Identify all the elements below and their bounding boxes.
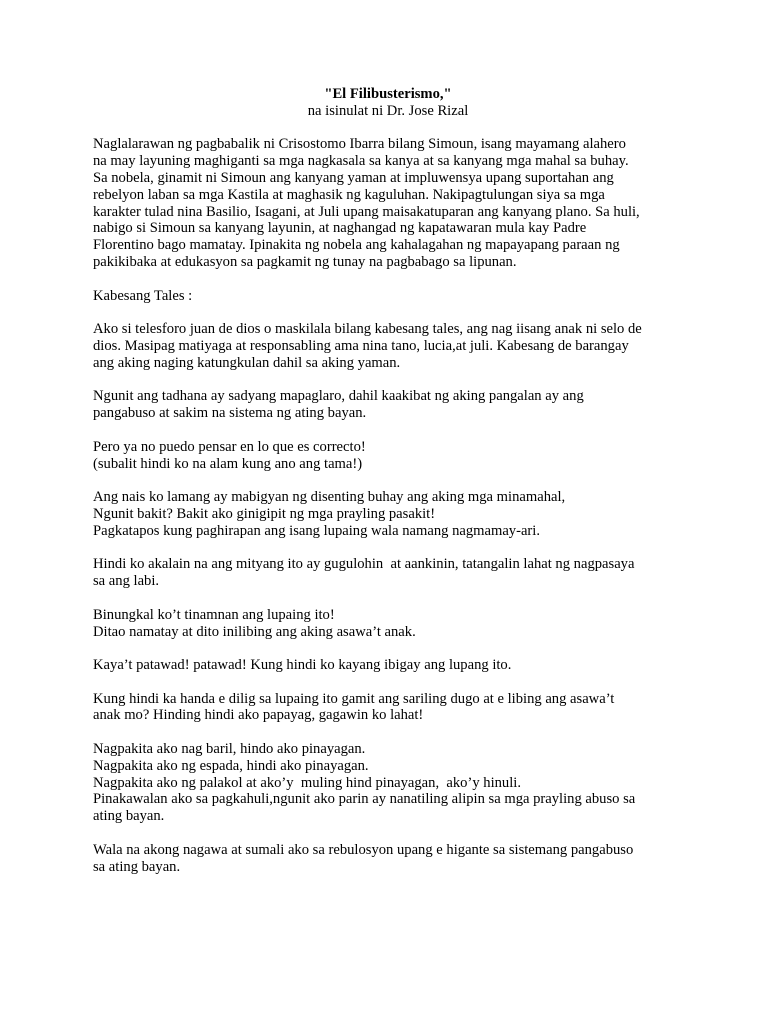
text-line: Ang nais ko lamang ay mabigyan ng disenting buhay ang aking mga minamahal,	[93, 489, 566, 506]
text-line: karakter tulad nina Basilio, Isagani, at Juli upang maisakatuparan ang kanyang plano. Sa huli,	[93, 203, 640, 220]
document-body	[93, 86, 683, 892]
text-line: Binungkal ko’t tinamnan ang lupaing ito!	[93, 606, 335, 623]
paragraph	[93, 607, 683, 641]
text-line: ating bayan.	[93, 808, 165, 825]
text-line: Nagpakita ako ng espada, hindi ako pinayagan.	[93, 757, 369, 774]
text-line: (subalit hindi ko na alam kung ano ang tama!)	[93, 455, 363, 472]
text-line: Kaya’t patawad! patawad! Kung hindi ko kayang ibigay ang lupang ito.	[93, 657, 512, 674]
text-line: Sa nobela, ginamit ni Simoun ang kanyang yaman at impluwensya upang suportahan ang	[93, 169, 614, 186]
text-line: Pinakawalan ako sa pagkahuli,ngunit ako parin ay nanatiling alipin sa mga prayling abuso sa	[93, 791, 636, 808]
document-subtitle: na isinulat ni Dr. Jose Rizal	[307, 102, 469, 119]
text-line: dios. Masipag matiyaga at responsabling ama nina tano, lucia,at juli. Kabesang de barangay	[93, 337, 629, 354]
paragraph	[93, 657, 683, 674]
text-line: Florentino bago mamatay. Ipinakita ng nobela ang kahalagahan ng mapayapang paraan ng	[93, 237, 620, 254]
text-line: nabigo si Simoun sa kanyang layunin, at naghangad ng kapatawaran mula kay Padre	[93, 220, 587, 237]
paragraph	[93, 321, 683, 371]
text-line: Nagpakita ako ng palakol at ako’y muling hind pinayagan, ako’y hinuli.	[93, 774, 521, 791]
paragraph	[93, 556, 683, 590]
text-line: Kung hindi ka handa e dilig sa lupaing ito gamit ang sariling dugo at e libing ang asawa’t	[93, 690, 615, 707]
paragraph	[93, 136, 683, 270]
paragraph	[93, 439, 683, 473]
text-line: Ngunit bakit? Bakit ako ginigipit ng mga prayling pasakit!	[93, 505, 436, 522]
paragraph	[93, 842, 683, 876]
text-line: sa ating bayan.	[93, 858, 181, 875]
paragraph	[93, 489, 683, 539]
text-line: na may layuning maghiganti sa mga nagkasala sa kanya at sa kanyang mga mahal sa buhay.	[93, 153, 629, 170]
paragraph	[93, 388, 683, 422]
text-line: anak mo? Hinding hindi ako papayag, gagawin ko lahat!	[93, 707, 424, 724]
text-line: Naglalarawan ng pagbabalik ni Crisostomo Ibarra bilang Simoun, isang mayamang alahero	[93, 136, 626, 153]
text-line: pangabuso at sakim na sistema ng ating bayan.	[93, 405, 367, 422]
paragraph-list	[93, 136, 683, 875]
text-line: Nagpakita ako nag baril, hindo ako pinayagan.	[93, 741, 366, 758]
document-title: "El Filibusterismo,"	[324, 86, 452, 102]
text-line: Ako si telesforo juan de dios o maskilala bilang kabesang tales, ang nag iisang anak ni selo de	[93, 321, 642, 338]
text-line: Kabesang Tales :	[93, 287, 193, 304]
text-line: ang aking naging katungkulan dahil sa aking yaman.	[93, 354, 401, 371]
paragraph	[93, 691, 683, 725]
paragraph	[93, 741, 683, 825]
text-line: Ditao namatay at dito inilibing ang aking asawa’t anak.	[93, 623, 416, 640]
text-line: rebelyon laban sa mga Kastila at maghasik ng kaguluhan. Nakipagtulungan siya sa mga	[93, 186, 605, 203]
text-line: Pero ya no puedo pensar en lo que es correcto!	[93, 438, 366, 455]
text-line: Ngunit ang tadhana ay sadyang mapaglaro, dahil kaakibat ng aking pangalan ay ang	[93, 388, 584, 405]
text-line: sa ang labi.	[93, 573, 160, 590]
text-line: Pagkatapos kung paghirapan ang isang lupaing wala namang nagmamay-ari.	[93, 522, 540, 539]
text-line: pakikibaka at edukasyon sa pagkamit ng tunay na pagbabago sa lipunan.	[93, 253, 517, 270]
text-line: Wala na akong nagawa at sumali ako sa rebulosyon upang e higante sa sistemang pangabuso	[93, 841, 634, 858]
paragraph	[93, 288, 683, 305]
text-line: Hindi ko akalain na ang mityang ito ay gugulohin at aankinin, tatangalin lahat ng nagpasaya	[93, 556, 635, 573]
